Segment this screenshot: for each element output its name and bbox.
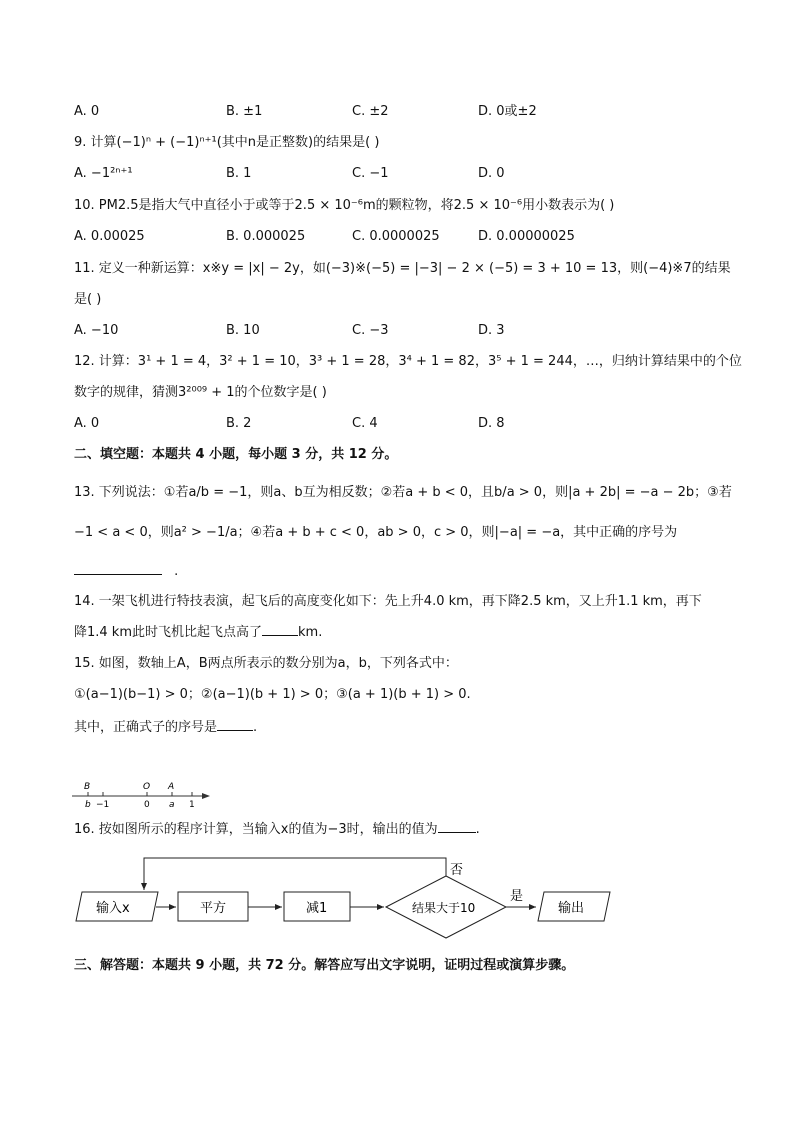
q11-option-c: C. −3 <box>352 323 389 338</box>
q8-option-b: B. ±1 <box>226 104 263 119</box>
q13-period: . <box>174 564 179 579</box>
section-2-header: 二、填空题：本题共 4 小题，每小题 3 分，共 12 分。 <box>74 447 398 462</box>
program-flowchart <box>70 850 620 942</box>
label-value-b: b <box>85 800 91 810</box>
label-point-a: A <box>168 782 175 792</box>
q11-stem-line2: 是( ) <box>74 292 102 307</box>
label-point-b: B <box>84 782 91 792</box>
q13-stem-line1: 13. 下列说法：①若a/b = −1，则a、b互为相反数；②若a + b < 0，且b/a > 0，则|a + 2b| = −a − 2b；③若 <box>74 485 732 500</box>
q10-option-a: A. 0.00025 <box>74 229 145 244</box>
q10-stem: 10. PM2.5是指大气中直径小于或等于2.5 × 10⁻⁶m的颗粒物，将2.5 × 10⁻⁶用小数表示为( ) <box>74 198 615 213</box>
q15-stem-line2: ①(a−1)(b−1) > 0；②(a−1)(b + 1) > 0；③(a + 1)(b + 1) > 0. <box>74 687 471 702</box>
q9-option-b: B. 1 <box>226 166 252 181</box>
flowchart-minus-one-label: 减1 <box>306 901 328 916</box>
q11-option-a: A. −10 <box>74 323 119 338</box>
q10-option-d: D. 0.00000025 <box>478 229 575 244</box>
q13-answer-line <box>74 562 178 581</box>
q13-answer-blank[interactable] <box>74 562 162 575</box>
flowchart-square-label: 平方 <box>200 901 227 916</box>
q14-stem-line2 <box>74 623 322 642</box>
label-zero: 0 <box>144 800 150 810</box>
q11-option-d: D. 3 <box>478 323 505 338</box>
q14-unit: km. <box>298 625 323 640</box>
q16-period: . <box>475 822 480 837</box>
q14-stem-text: 降1.4 km此时飞机比起飞点高了 <box>74 625 262 640</box>
q9-option-a: A. −1²ⁿ⁺¹ <box>74 166 133 181</box>
q11-option-b: B. 10 <box>226 323 260 338</box>
q14-stem-line1: 14. 一架飞机进行特技表演，起飞后的高度变化如下：先上升4.0 km，再下降2.5 km，又上升1.1 km，再下 <box>74 594 702 609</box>
q15-answer-blank[interactable] <box>217 718 253 731</box>
number-line-arrow <box>202 793 210 799</box>
q12-option-d: D. 8 <box>478 416 505 431</box>
q12-option-c: C. 4 <box>352 416 378 431</box>
q16-answer-blank[interactable] <box>438 820 476 833</box>
label-one: 1 <box>189 800 195 810</box>
label-value-a: a <box>169 800 175 810</box>
q15-stem-line3 <box>74 718 257 737</box>
q12-option-b: B. 2 <box>226 416 252 431</box>
q9-option-c: C. −1 <box>352 166 389 181</box>
flowchart-output-label: 输出 <box>558 901 585 916</box>
q12-option-a: A. 0 <box>74 416 100 431</box>
arrow-decision-no-loop <box>144 858 446 890</box>
flowchart-decision-label: 结果大于10 <box>412 901 476 915</box>
q8-option-c: C. ±2 <box>352 104 389 119</box>
q16-stem-text: 16. 按如图所示的程序计算，当输入x的值为−3时，输出的值为 <box>74 822 438 837</box>
q15-stem-text: 其中，正确式子的序号是 <box>74 720 218 735</box>
flowchart-input-label: 输入x <box>96 901 130 916</box>
q14-answer-blank[interactable] <box>262 623 298 636</box>
q11-stem-line1: 11. 定义一种新运算：x※y = |x| − 2y，如(−3)※(−5) = |−3| − 2 × (−5) = 3 + 10 = 13，则(−4)※7的结果 <box>74 261 731 276</box>
q8-option-d: D. 0或±2 <box>478 104 537 119</box>
q13-stem-line2: −1 < a < 0，则a² > −1/a；④若a + b + c < 0，ab > 0，c > 0，则|−a| = −a，其中正确的序号为 <box>74 525 678 540</box>
number-line-figure <box>66 776 216 810</box>
q8-option-a: A. 0 <box>74 104 100 119</box>
q9-option-d: D. 0 <box>478 166 505 181</box>
flowchart-yes-label: 是 <box>510 889 524 904</box>
q15-stem-line1: 15. 如图，数轴上A，B两点所表示的数分别为a，b，下列各式中： <box>74 656 458 671</box>
section-3-header: 三、解答题：本题共 9 小题，共 72 分。解答应写出文字说明，证明过程或演算步骤。 <box>74 958 575 973</box>
q12-stem-line1: 12. 计算：3¹ + 1 = 4，3² + 1 = 10，3³ + 1 = 28，3⁴ + 1 = 82，3⁵ + 1 = 244，…，归纳计算结果中的个位 <box>74 354 742 369</box>
q15-period: . <box>253 720 258 735</box>
flowchart-no-label: 否 <box>450 863 464 878</box>
label-minus-one: −1 <box>96 800 110 810</box>
q16-stem <box>74 820 480 839</box>
q10-option-b: B. 0.000025 <box>226 229 306 244</box>
q12-stem-line2: 数字的规律，猜测3²⁰⁰⁹ + 1的个位数字是( ) <box>74 385 327 400</box>
label-origin-o: O <box>143 782 151 792</box>
q9-stem: 9. 计算(−1)ⁿ + (−1)ⁿ⁺¹(其中n是正整数)的结果是( ) <box>74 135 380 150</box>
q10-option-c: C. 0.0000025 <box>352 229 440 244</box>
